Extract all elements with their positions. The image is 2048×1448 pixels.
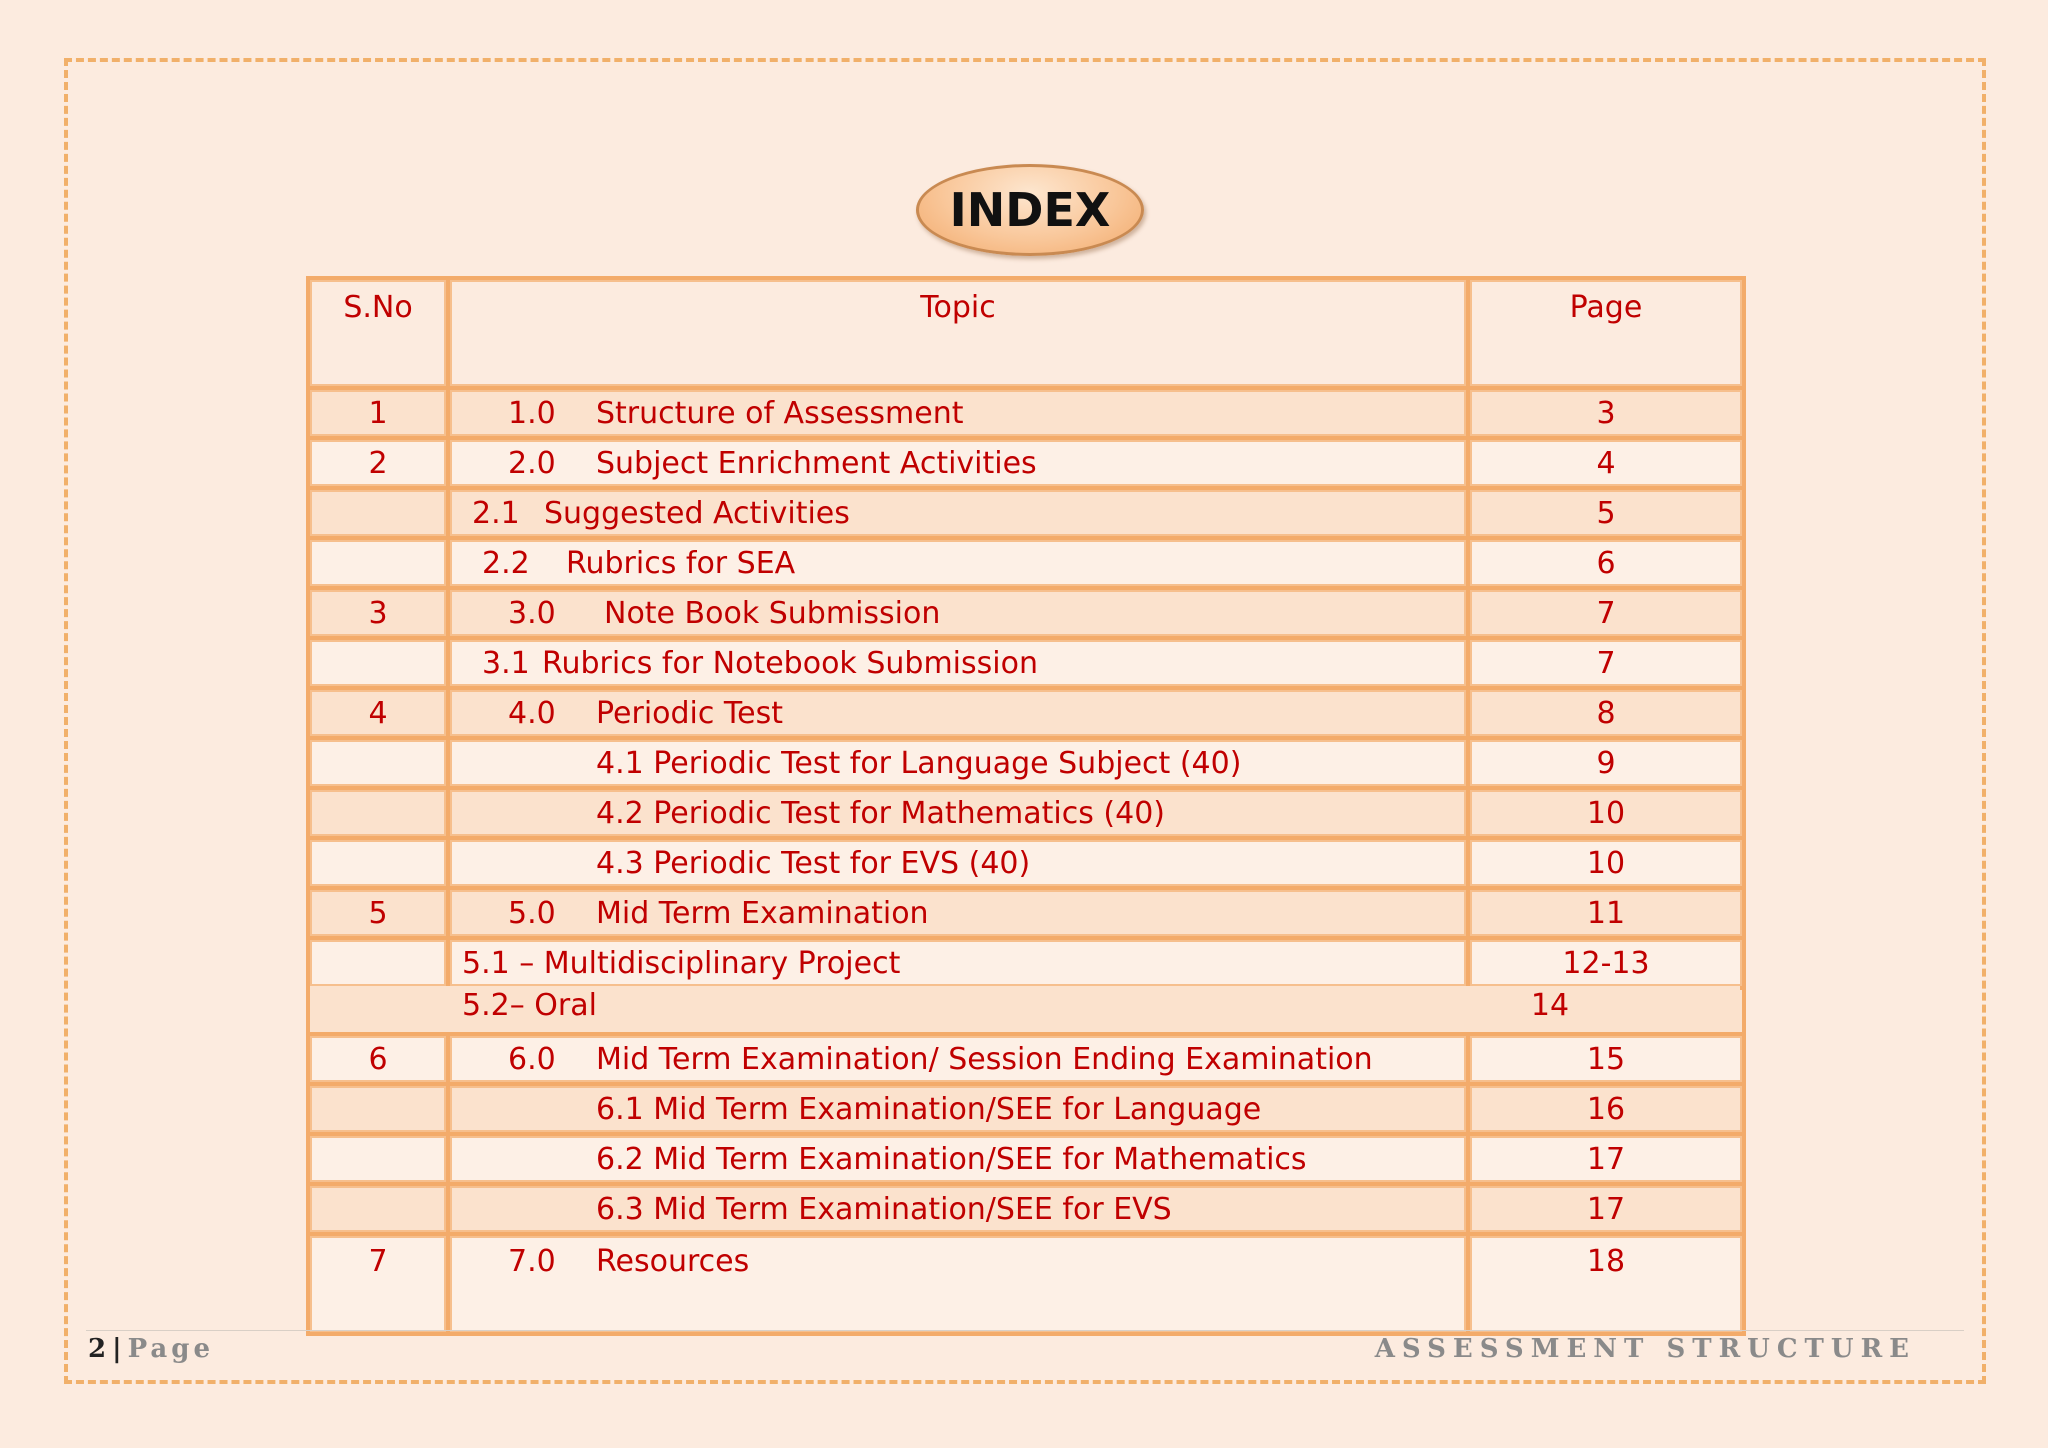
table-row — [310, 1086, 1742, 1132]
footer-page-word: Page — [127, 1334, 214, 1364]
row-page: 6 — [1470, 540, 1742, 586]
topic-text: Suggested Activities — [544, 495, 850, 531]
table-row — [310, 590, 1742, 636]
row-topic: 6.1 Mid Term Examination/SEE for Language — [450, 1086, 1466, 1132]
row-sno — [310, 1086, 446, 1132]
topic-text: Mid Term Examination/ Session Ending Examination — [596, 1041, 1373, 1077]
row-page: 10 — [1470, 790, 1742, 836]
header-page: Page — [1470, 280, 1742, 386]
row-topic — [450, 1036, 1466, 1082]
table-row — [310, 1236, 1742, 1332]
row-topic: 5.2– Oral — [462, 988, 597, 1023]
row-topic — [450, 440, 1466, 486]
table-row — [310, 1186, 1742, 1232]
row-sno — [310, 490, 446, 536]
topic-number: 7.0 — [508, 1244, 556, 1279]
row-topic: 4.2 Periodic Test for Mathematics (40) — [450, 790, 1466, 836]
topic-text: Rubrics for Notebook Submission — [542, 645, 1038, 681]
topic-text: Note Book Submission — [604, 595, 941, 631]
topic-text: Structure of Assessment — [596, 395, 964, 431]
row-topic: 5.1 – Multidisciplinary Project — [450, 940, 1466, 986]
footer-separator: | — [112, 1334, 122, 1364]
row-sno — [310, 540, 446, 586]
row-sno: 6 — [310, 1036, 446, 1082]
topic-number: 4.0 — [508, 695, 556, 731]
row-page: 11 — [1470, 890, 1742, 936]
table-row — [310, 540, 1742, 586]
topic-number: 3.1 — [482, 645, 530, 681]
row-topic: 4.1 Periodic Test for Language Subject (40) — [450, 740, 1466, 786]
row-page: 9 — [1470, 740, 1742, 786]
row-page: 17 — [1470, 1186, 1742, 1232]
row-topic — [450, 890, 1466, 936]
table-header-row — [310, 280, 1742, 386]
row-sno: 4 — [310, 690, 446, 736]
footer-page-number: 2 — [88, 1334, 107, 1364]
row-topic: 6.2 Mid Term Examination/SEE for Mathematics — [450, 1136, 1466, 1182]
topic-text: Resources — [596, 1244, 750, 1279]
footer-doc-title: ASSESSMENT STRUCTURE — [1374, 1334, 1916, 1364]
table-row — [310, 690, 1742, 736]
table-row — [310, 890, 1742, 936]
row-topic — [450, 540, 1466, 586]
row-topic — [450, 590, 1466, 636]
table-row — [310, 940, 1742, 986]
row-page: 5 — [1470, 490, 1742, 536]
footer-divider — [86, 1330, 1964, 1331]
footer-page-label — [88, 1334, 214, 1364]
row-sno — [310, 640, 446, 686]
row-topic — [450, 490, 1466, 536]
row-topic — [450, 390, 1466, 436]
row-sno: 2 — [310, 440, 446, 486]
row-page: 4 — [1470, 440, 1742, 486]
row-sno: 3 — [310, 590, 446, 636]
row-sno: 7 — [310, 1236, 446, 1332]
row-page: 18 — [1470, 1236, 1742, 1332]
row-page: 10 — [1470, 840, 1742, 886]
row-page: 14 — [1530, 988, 1570, 1023]
topic-number: 2.0 — [508, 445, 556, 481]
topic-text: Subject Enrichment Activities — [596, 445, 1037, 481]
table-row — [310, 390, 1742, 436]
row-topic — [450, 640, 1466, 686]
topic-number: 5.0 — [508, 895, 556, 931]
row-sno — [310, 1136, 446, 1182]
row-page: 7 — [1470, 640, 1742, 686]
header-sno: S.No — [310, 280, 446, 386]
row-topic — [450, 690, 1466, 736]
row-sno — [310, 940, 446, 986]
row-sno: 1 — [310, 390, 446, 436]
table-row-oral — [310, 986, 1740, 1032]
topic-number: 6.0 — [508, 1041, 556, 1077]
topic-text: Mid Term Examination — [596, 895, 929, 931]
topic-text: Rubrics for SEA — [566, 545, 796, 581]
row-sno — [310, 1186, 446, 1232]
topic-number: 3.0 — [508, 595, 556, 631]
table-row — [310, 640, 1742, 686]
index-title-badge — [916, 164, 1144, 256]
row-page: 3 — [1470, 390, 1742, 436]
row-topic — [450, 1236, 1466, 1332]
row-sno — [310, 740, 446, 786]
table-row — [310, 490, 1742, 536]
row-page: 7 — [1470, 590, 1742, 636]
topic-number: 2.1 — [472, 495, 520, 531]
row-topic: 6.3 Mid Term Examination/SEE for EVS — [450, 1186, 1466, 1232]
row-page: 8 — [1470, 690, 1742, 736]
row-page: 16 — [1470, 1086, 1742, 1132]
table-row — [310, 1036, 1742, 1082]
row-page: 12-13 — [1470, 940, 1742, 986]
row-topic: 4.3 Periodic Test for EVS (40) — [450, 840, 1466, 886]
topic-number: 2.2 — [482, 545, 530, 581]
table-row — [310, 440, 1742, 486]
table-row — [310, 840, 1742, 886]
topic-text: Periodic Test — [596, 695, 783, 731]
row-sno — [310, 840, 446, 886]
row-page: 17 — [1470, 1136, 1742, 1182]
row-sno — [310, 790, 446, 836]
row-page: 15 — [1470, 1036, 1742, 1082]
page-title: INDEX — [949, 183, 1111, 237]
table-row — [310, 1136, 1742, 1182]
header-topic: Topic — [450, 280, 1466, 386]
row-sno: 5 — [310, 890, 446, 936]
table-row — [310, 740, 1742, 786]
topic-number: 1.0 — [508, 395, 556, 431]
table-row — [310, 790, 1742, 836]
index-table — [306, 276, 1746, 1336]
